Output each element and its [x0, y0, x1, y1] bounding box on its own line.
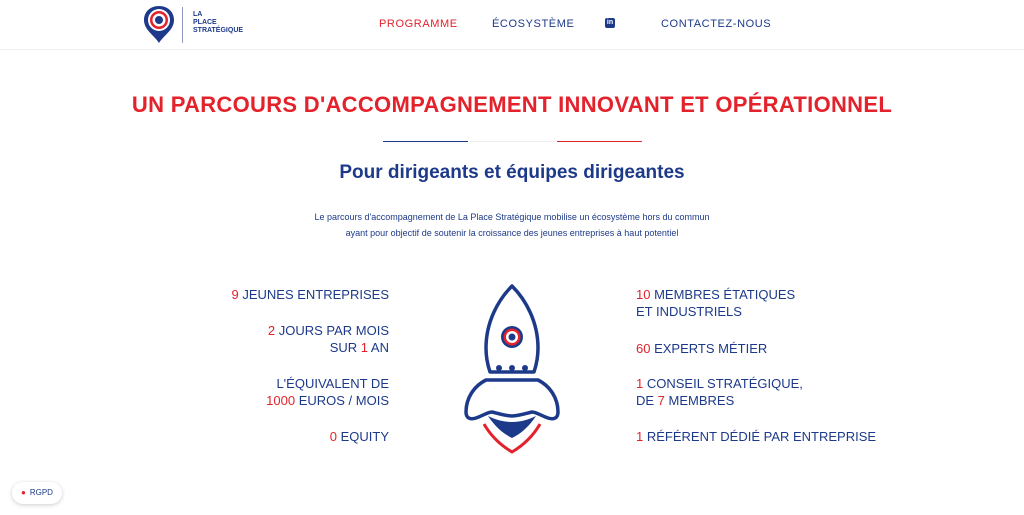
stat-line	[266, 392, 389, 409]
stat-label: MEMBRES	[664, 393, 735, 408]
stat-label: SUR	[329, 340, 361, 355]
stat-label: EUROS / MOIS	[295, 393, 389, 408]
stat-number: 1000	[266, 393, 296, 408]
logo-divider	[182, 7, 183, 43]
stat-line	[636, 392, 803, 409]
stat-label: MEMBRES ÉTATIQUES	[650, 287, 796, 302]
stat-number: 2	[267, 323, 276, 338]
cookie-icon: ●	[21, 488, 26, 497]
stat-line	[636, 375, 803, 392]
logo-line: LA	[193, 11, 203, 18]
rgpd-label: RGPD	[29, 488, 53, 497]
stat-label: RÉFÉRENT DÉDIÉ PAR ENTREPRISE	[643, 429, 877, 444]
logo-line: STRATÉGIQUE	[193, 27, 244, 34]
rocket-icon	[462, 282, 562, 462]
stat-conseil	[636, 375, 803, 409]
stat-referent	[636, 428, 876, 445]
stat-number: 0	[329, 429, 337, 444]
stat-label: ET INDUSTRIELS	[636, 304, 742, 319]
stat-jeunes-entreprises	[232, 286, 390, 303]
nav-link-ecosysteme[interactable]: ÉCOSYSTÈME	[492, 18, 575, 30]
site-header	[0, 0, 1024, 50]
logo-line: PLACE	[193, 19, 217, 26]
stat-number: 60	[636, 341, 651, 356]
intro-line: ayant pour objectif de soutenir la croissance des jeunes entreprises à haut potentiel	[345, 228, 679, 238]
stat-line	[636, 286, 795, 303]
nav-link-programme[interactable]: PROGRAMME	[379, 18, 458, 30]
intro-line: Le parcours d'accompagnement de La Place Stratégique mobilise un écosystème hors du commun	[314, 212, 710, 222]
stat-label: EQUITY	[336, 429, 389, 444]
stat-number: 9	[231, 287, 239, 302]
intro-paragraph	[0, 209, 1024, 241]
linkedin-icon[interactable]: in	[606, 19, 614, 26]
stat-equity	[330, 428, 389, 445]
divider-white	[470, 141, 555, 142]
stat-label: EXPERTS MÉTIER	[650, 341, 768, 356]
stat-number: 1	[636, 376, 644, 391]
divider-red	[557, 141, 642, 142]
stat-line	[268, 339, 389, 356]
stat-number: 10	[636, 287, 651, 302]
stat-label: AN	[368, 340, 389, 355]
logo-wordmark	[193, 11, 253, 35]
nav-link-contact[interactable]: CONTACTEZ-NOUS	[661, 18, 772, 30]
stat-number: 1	[636, 429, 644, 444]
section-subtitle: Pour dirigeants et équipes dirigeantes	[339, 162, 685, 183]
stat-label: JEUNES ENTREPRISES	[238, 287, 389, 302]
stat-experts	[636, 340, 767, 357]
stat-number: 7	[657, 393, 665, 408]
stat-label: JOURS PAR MOIS	[275, 323, 389, 338]
page-title: UN PARCOURS D'ACCOMPAGNEMENT INNOVANT ET OPÉRATIONNEL	[131, 92, 893, 117]
stat-line	[268, 322, 389, 339]
logo-target-icon	[142, 4, 176, 44]
stat-label: CONSEIL STRATÉGIQUE,	[643, 376, 803, 391]
divider-blue	[383, 141, 468, 142]
site-logo[interactable]	[142, 4, 252, 46]
stat-number: 1	[360, 340, 369, 355]
stat-equivalent-euros	[266, 375, 389, 409]
stat-membres	[636, 286, 795, 320]
stat-label: DE	[636, 393, 658, 408]
rgpd-button[interactable]	[12, 482, 62, 504]
stat-label: L'ÉQUIVALENT DE	[276, 376, 389, 391]
stat-jours-par-mois	[268, 322, 389, 356]
